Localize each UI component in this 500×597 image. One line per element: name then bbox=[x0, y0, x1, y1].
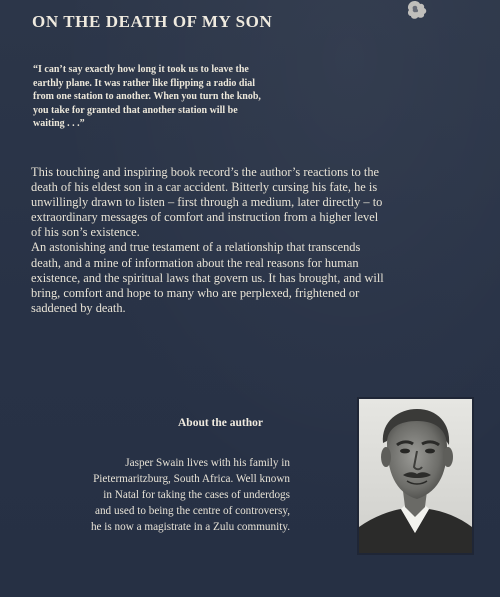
quote-line: from one station to another. When you turn the knob, bbox=[33, 91, 261, 102]
description-line: This touching and inspiring book record’s the author’s reactions to the bbox=[31, 165, 380, 179]
bio-line: in Natal for taking the cases of underdogs bbox=[103, 489, 290, 501]
bio-line: Pietermaritzburg, South Africa. Well known bbox=[93, 473, 290, 485]
description-line: death of his eldest son in a car accident. Bitterly cursing his fate, he is bbox=[31, 180, 378, 195]
quote-line: earthly plane. It was rather like flipping a radio dial bbox=[33, 77, 256, 89]
quote-line: you take for granted that another station will be bbox=[33, 104, 238, 116]
description-line: An astonishing and true testament of a relationship that transcends bbox=[31, 240, 361, 255]
quote-line: waiting . . .” bbox=[33, 118, 85, 129]
quote-line: “I can’t say exactly how long it took us to leave the bbox=[33, 64, 249, 75]
book-description bbox=[31, 165, 491, 316]
description-line: bring, comfort and hope to many who are perplexed, frightened or bbox=[31, 285, 360, 300]
description-line: death, and a mine of information about the real reasons for human bbox=[31, 255, 359, 270]
pull-quote bbox=[33, 63, 333, 131]
bio-line: he is now a magistrate in a Zulu community. bbox=[90, 521, 290, 533]
decorative-speck-icon bbox=[405, 0, 431, 22]
author-portrait-icon bbox=[359, 399, 472, 553]
book-title: ON THE DEATH OF MY SON bbox=[32, 12, 273, 31]
description-line: existence, and the spiritual laws that govern us. It has brought, and will bbox=[31, 270, 384, 285]
author-photo bbox=[357, 397, 474, 555]
description-line: saddened by death. bbox=[31, 300, 126, 315]
description-line: unwillingly drawn to listen – first through a medium, later directly – to bbox=[31, 195, 383, 210]
bio-line: and used to being the centre of controversy, bbox=[95, 505, 290, 517]
author-bio bbox=[0, 455, 290, 535]
about-author-heading: About the author bbox=[178, 417, 263, 429]
bio-line: Jasper Swain lives with his family in bbox=[125, 457, 290, 469]
description-line: of his son’s existence. bbox=[31, 225, 140, 240]
description-line: extraordinary messages of comfort and instruction from a higher level bbox=[31, 210, 379, 225]
